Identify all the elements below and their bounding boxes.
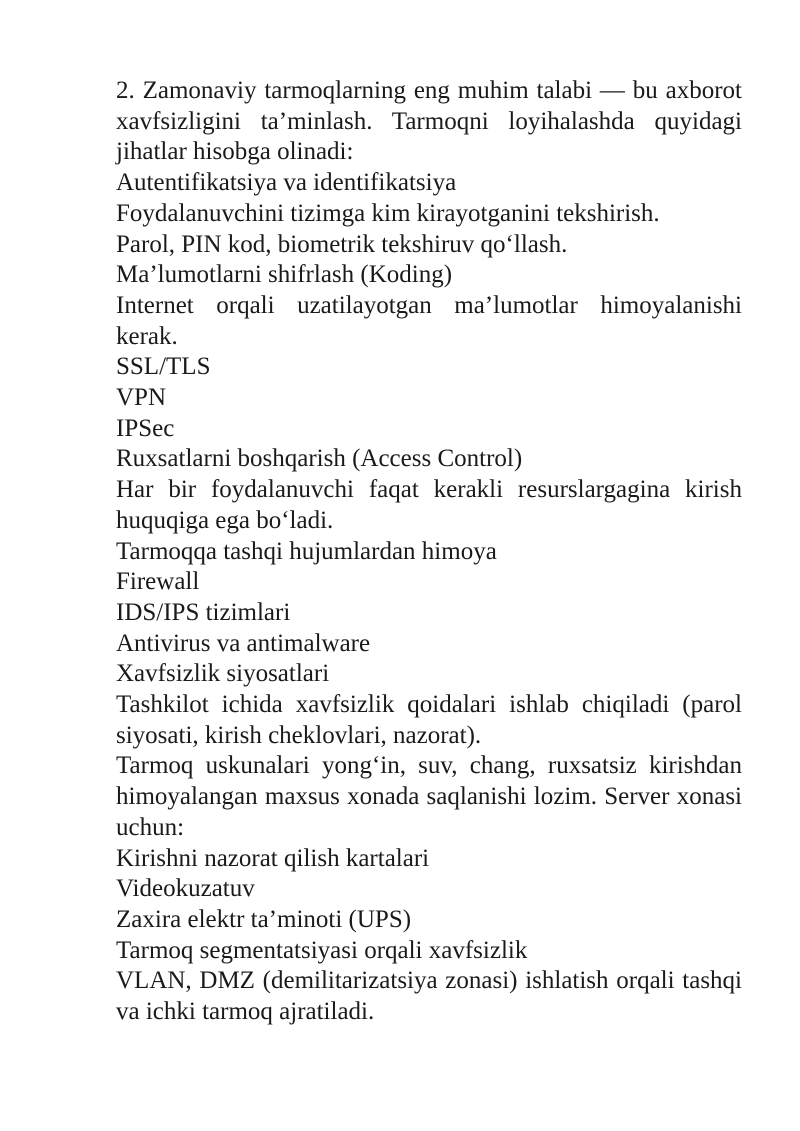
list-item: VPN: [116, 384, 167, 412]
list-item: Kirishni nazorat qilish kartalari: [116, 844, 430, 872]
list-item: IDS/IPS tizimlari: [116, 598, 291, 626]
document-page: [116, 76, 742, 1028]
list-item: Zaxira elektr ta’minoti (UPS): [116, 905, 412, 933]
list-item: SSL/TLS: [116, 353, 211, 381]
paragraph: Tashkilot ichida xavfsizlik qoidalari ishlab chiqiladi (parol siyosati, kirish cheklovlari, nazorat).: [116, 691, 742, 749]
heading-security-policies: Xavfsizlik siyosatlari: [116, 660, 330, 688]
heading-authentication: Autentifikatsiya va identifikatsiya: [116, 169, 457, 197]
list-item: Firewall: [116, 568, 200, 596]
list-item: Antivirus va antimalware: [116, 629, 371, 657]
heading-access-control: Ruxsatlarni boshqarish (Access Control): [116, 445, 523, 473]
paragraph: Foydalanuvchini tizimga kim kirayotganini tekshirish.: [116, 199, 660, 227]
heading-segmentation: Tarmoq segmentatsiyasi orqali xavfsizlik: [116, 936, 528, 964]
list-item: Videokuzatuv: [116, 875, 255, 903]
paragraph: Tarmoq uskunalari yong‘in, suv, chang, ruxsatsiz kirishdan himoyalangan maxsus xonada saqlanishi lozim. Server xonasi uchun:: [116, 752, 742, 841]
list-item: IPSec: [116, 414, 175, 442]
heading-encryption: Ma’lumotlarni shifrlash (Koding): [116, 261, 453, 289]
paragraph: Internet orqali uzatilayotgan ma’lumotlar himoyalanishi kerak.: [116, 291, 742, 350]
paragraph: Har bir foydalanuvchi faqat kerakli resurslargagina kirish huquqiga ega bo‘ladi.: [116, 476, 742, 534]
heading-external-attack-protection: Tarmoqqa tashqi hujumlardan himoya: [116, 537, 497, 565]
paragraph: VLAN, DMZ (demilitarizatsiya zonasi) ishlatish orqali tashqi va ichki tarmoq ajratiladi.: [116, 967, 742, 1026]
paragraph: Parol, PIN kod, biometrik tekshiruv qo‘llash.: [116, 230, 568, 258]
paragraph: 2. Zamonaviy tarmoqlarning eng muhim talabi — bu axborot xavfsizligini ta’minlash. Tarmoqni loyihalashda quyidagi jihatlar hisobga olinadi:: [116, 77, 742, 166]
